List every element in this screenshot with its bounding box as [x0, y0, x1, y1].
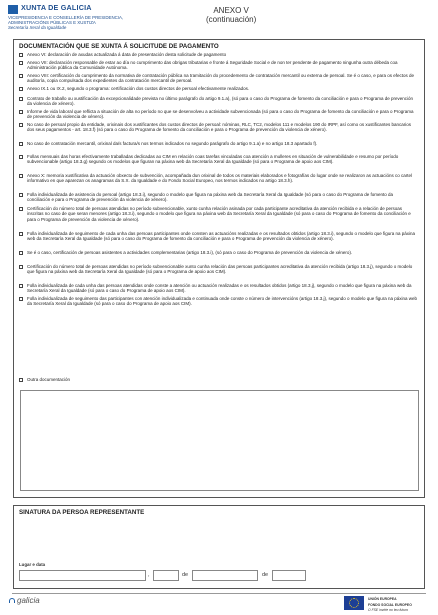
esf-slogan: O FSE invirte no teu futuro [368, 608, 409, 612]
doc-item-label: Folla individualizada de asistencia do persoal (artigo 18.3.i), segundo o modelo que figura na páxina web da Secretaría Xeral da Igualdade (só para o caso do Programa de fomento da conciliación e para o Programa de prevención da violencia de xénero). [27, 192, 393, 203]
flag-icon [8, 5, 18, 14]
footer-divider [12, 593, 426, 594]
doc-item [19, 296, 417, 307]
doc-item-label: Anexo VIII: certificación do cumprimento da normativa de contratación pública na tramitación do procedemento de contratación mercantil ou externa de persoal. Se é o caso, e para os efectos de auditoría, copia compulsada dos expedientes da contratación mercantil de persoal. [27, 73, 414, 84]
annex-subtitle: (continuación) [206, 15, 257, 24]
doc-checkbox[interactable] [19, 61, 23, 65]
doc-checkbox[interactable] [19, 87, 23, 91]
doc-item [19, 206, 417, 222]
signature-title: SINATURA DA PERSOA REPRESENTANTE [19, 509, 145, 516]
doc-item [19, 96, 417, 107]
doc-checkbox[interactable] [19, 142, 23, 146]
doc-item-other [19, 377, 417, 382]
doc-checkbox[interactable] [19, 123, 23, 127]
doc-item [19, 173, 417, 184]
place-input[interactable] [19, 570, 146, 581]
doc-checkbox[interactable] [19, 265, 23, 269]
doc-item [19, 73, 417, 84]
doc-item-label: Certificación do número total de persoas atendidas no período subvencionable, xunto cunha relación asinada por cada participante acreditativa da atención recibida e a relación de persoas inscritas no caso de que seran menores (artigo 18.3.i), segundo o modelo que figura na páxina web da Secretaría Xeral da Igualdade (só para o caso do Programa de fomento da conciliación e para o Programa de prevención da violencia de xénero). [27, 206, 411, 222]
doc-checkbox[interactable] [19, 74, 23, 78]
doc-checkbox[interactable] [19, 284, 23, 288]
annex-title: ANEXO V [213, 6, 249, 15]
doc-item [19, 250, 417, 255]
doc-item-label: Anexo VI: declaración de axudas actualizada á data de presentación desta solicitude de pagamento [27, 52, 227, 57]
separator-de: de [182, 572, 189, 578]
esf-label: FONDO SOCIAL EUROPEO [368, 603, 412, 607]
doc-item [19, 122, 417, 133]
doc-item [19, 52, 417, 57]
doc-checkbox[interactable] [19, 53, 23, 57]
eu-label: UNIÓN EUROPEA [368, 597, 397, 601]
doc-item [19, 154, 417, 165]
other-documentation-textarea[interactable] [20, 390, 419, 491]
separator-de: de [262, 572, 269, 578]
doc-item-label: Folla individualizada de seguimento de cada unha das persoas participantes onde consten as actuacións realizadas e os resultados obtidos (artigo 18.3.i), segundo o modelo que figura na páxina web da Secretaría Xeral da Igualdade (só para o caso do Programa de fomento da conciliación e para o Programa de prevención da violencia de xénero). [27, 231, 416, 242]
doc-item-label: Se é o caso, certificación de persoas asistentes a actividades complementarias (artigo 18.3.i), (só para o caso do Programa de prevención da violencia de xénero). [27, 250, 353, 255]
place-date-label: Lugar e data [19, 562, 46, 567]
doc-item-label: Follas mensuais das horas efectivamente traballadas dedicadas ao CIM en relación coas tarefas vinculadas coa atención a mulleres en situación de vulnerabilidade e resumo por período subvencionable (artigo 18.3.g) segundo os modelos que figuran na páxina web da Secretaría Xeral da Igualdade (só para o Programa de apoio aos CIM). [27, 154, 399, 165]
doc-item-label: Anexo X: memoria xustificativa da actuación obxecto de subvención, acompañada dun orixinal de todos os materiais elaborados e fotografías do lugar onde se realizaron as actuacións co cartel informativo en que aparezan os anagramas da S.X. da Igualdade e do Fondo Social Europeo, nos termos indicados no artigo 18.3.h). [27, 173, 412, 184]
signature-section [13, 505, 425, 589]
doc-item [19, 86, 417, 91]
section-title: DOCUMENTACIÓN QUE SE XUNTA Á SOLICITUDE DE PAGAMENTO [19, 43, 219, 50]
doc-item [19, 141, 417, 146]
doc-checkbox[interactable] [19, 155, 23, 159]
doc-checkbox[interactable] [19, 193, 23, 197]
galicia-logo-icon [9, 598, 15, 603]
doc-item [19, 264, 417, 275]
doc-item-label: Informe de vida laboral que reflicta a situación de alta no período no que se desenvolveu a actividade subvencionada (só para o caso do Programa de fomento da conciliación e para o Programa de prevención da violencia de xénero). [27, 109, 414, 120]
doc-checkbox[interactable] [19, 97, 23, 101]
doc-checkbox[interactable] [19, 232, 23, 236]
doc-item [19, 60, 417, 71]
doc-checkbox[interactable] [19, 297, 23, 301]
doc-item-label: Folla individualizada de seguimento das participantes con atención individualizada e continuada onde conste o número de intervencións (artigo 18.3.j), segundo o modelo que figura na páxina web da Secretaría Xeral da Igualdade (só para o caso do Programa de apoio aos CIM). [27, 296, 418, 307]
eu-stars-icon [349, 598, 359, 608]
documentation-section [13, 39, 425, 498]
galicia-wordmark: galicia [17, 596, 40, 605]
eu-flag-icon [344, 596, 364, 610]
brand-name: XUNTA DE GALICIA [21, 3, 92, 12]
doc-item [19, 192, 417, 203]
day-input[interactable] [153, 570, 179, 581]
annex-heading [206, 6, 256, 24]
department-line-1: VICEPRESIDENCIA E CONSELLERÍA DE PRESIDENCIA, [8, 15, 124, 20]
doc-item-label: No caso de persoal propio da entidade, orixinais dos xustificantes dos custos directos de persoal: nóminas, RLC, TC2, modelos 111 e modelos 190 do IRPF, así como os xustificantes bancarios dos seus pagamentos - art. 18.3.f) (só para o caso do Programa de fomento da conciliación e para o Programa de prevención da violencia de xénero). [27, 122, 411, 133]
year-input[interactable] [272, 570, 306, 581]
doc-checkbox[interactable] [19, 174, 23, 178]
doc-item [19, 109, 417, 120]
doc-item [19, 283, 417, 294]
doc-item-label: Certificación do número total de persoas atendidas no período subvencionable xunto cunha relación das persoas participantes acreditativa da atención recibida (artigo 18.3.j), segundo o modelo que figura na páxina web da Secretaría Xeral da Igualdade (só para o Programa de apoio aos CIM). [27, 264, 413, 275]
doc-item-label: Anexo IX.1 ou IX.2, segundo o programa: certificación dos custos directos de persoal efectivamente realizados. [27, 86, 250, 91]
doc-item-label: Contrato de traballo ou xustificación da excepcionalidade prevista no último parágrafo do artigo 9.1.a), (só para o caso do Programa de fomento da conciliación e para o Programa de prevención da violencia de xénero). [27, 96, 413, 107]
doc-checkbox[interactable] [19, 378, 23, 382]
doc-item-label: No caso de contratación mercantil, orixinal da/s factura/s nos termos indicados no segundo parágrafo do artigo 9.1.a) e no artigo 18.3 apartado f). [27, 141, 318, 146]
doc-checkbox[interactable] [19, 251, 23, 255]
doc-checkbox[interactable] [19, 207, 23, 211]
department-line-2: ADMINISTRACIÓNS PÚBLICAS E XUSTIZA [8, 20, 96, 25]
doc-item [19, 231, 417, 242]
doc-item-label: Outra documentación [27, 377, 71, 382]
page-header [8, 4, 430, 38]
department-line-3: Secretaría Xeral da Igualdade [8, 25, 67, 30]
separator-comma: , [148, 572, 150, 578]
doc-checkbox[interactable] [19, 110, 23, 114]
doc-item-label: Anexo VII: declaración responsable de estar ao día no cumprimento das obrigas tributarias e fronte á Seguridade Social e de non ter pendente de pagamento ningunha outra débeda coa Administración pública da Comunidade Autónoma. [27, 60, 398, 71]
doc-item-label: Folla individualizada de cada unha das persoas atendidas onde conste a atención ou actuación realizadas e os resultados obtidos (artigo 18.3.j), segundo o modelo que figura na páxina web da Secretaría Xeral da Igualdade (só para o caso do Programa de apoio aos CIM). [27, 283, 412, 294]
month-input[interactable] [192, 570, 258, 581]
